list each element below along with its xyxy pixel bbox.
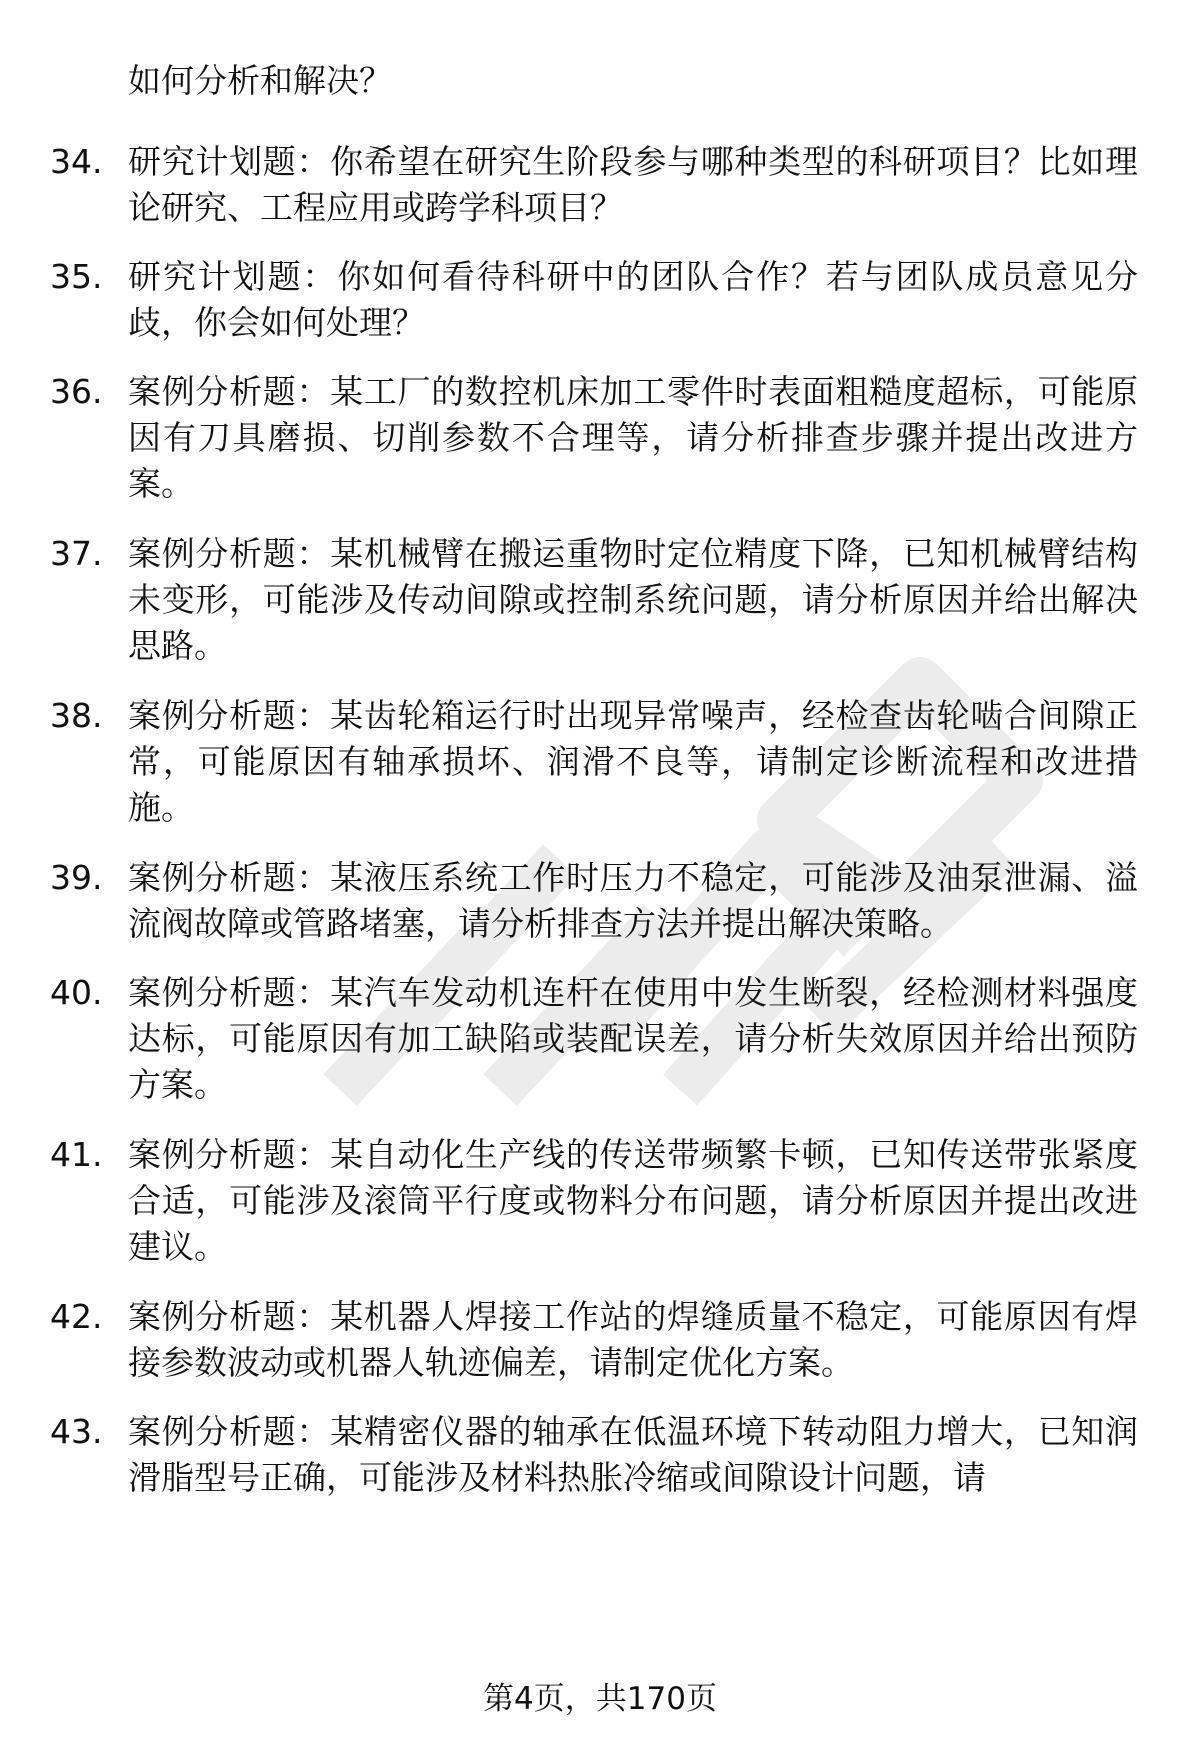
question-number: 36. [50,372,103,411]
question-text: 案例分析题：某工厂的数控机床加工零件时表面粗糙度超标，可能原因有刀具磨损、切削参数不合理等，请分析排查步骤并提出改进方案。 [128,372,1138,503]
question-number: 40. [50,973,103,1012]
question-text: 案例分析题：某液压系统工作时压力不稳定，可能涉及油泵泄漏、溢流阀故障或管路堵塞，请分析排查方法并提出解决策略。 [128,858,1138,943]
question-text: 研究计划题：你希望在研究生阶段参与哪种类型的科研项目？比如理论研究、工程应用或跨学科项目？ [128,142,1138,227]
continued-question-text: 如何分析和解决？ [128,61,392,100]
question-text: 案例分析题：某机械臂在搬运重物时定位精度下降，已知机械臂结构未变形，可能涉及传动间隙或控制系统问题，请分析原因并给出解决思路。 [128,534,1138,665]
question-text: 案例分析题：某自动化生产线的传送带频繁卡顿，已知传送带张紧度合适，可能涉及滚筒平行度或物料分布问题，请分析原因并提出改进建议。 [128,1135,1138,1266]
page-footer: 第4页，共170页 [483,1681,717,1717]
question-number: 37. [50,534,103,573]
question-number: 41. [50,1135,103,1174]
question-number: 35. [50,257,103,296]
question-text: 研究计划题：你如何看待科研中的团队合作？若与团队成员意见分歧，你会如何处理？ [128,257,1138,342]
question-number: 34. [50,142,103,181]
question-text: 案例分析题：某汽车发动机连杆在使用中发生断裂，经检测材料强度达标，可能原因有加工缺陷或装配误差，请分析失效原因并给出预防方案。 [128,973,1138,1104]
question-text: 案例分析题：某齿轮箱运行时出现异常噪声，经检查齿轮啮合间隙正常，可能原因有轴承损坏、润滑不良等，请制定诊断流程和改进措施。 [128,696,1138,827]
question-number: 43. [50,1412,103,1451]
question-number: 42. [50,1297,103,1336]
question-text: 案例分析题：某机器人焊接工作站的焊缝质量不稳定，可能原因有焊接参数波动或机器人轨迹偏差，请制定优化方案。 [128,1297,1138,1382]
question-text: 案例分析题：某精密仪器的轴承在低温环境下转动阻力增大，已知润滑脂型号正确，可能涉及材料热胀冷缩或间隙设计问题，请 [128,1412,1138,1497]
question-number: 38. [50,696,103,735]
question-number: 39. [50,858,103,897]
